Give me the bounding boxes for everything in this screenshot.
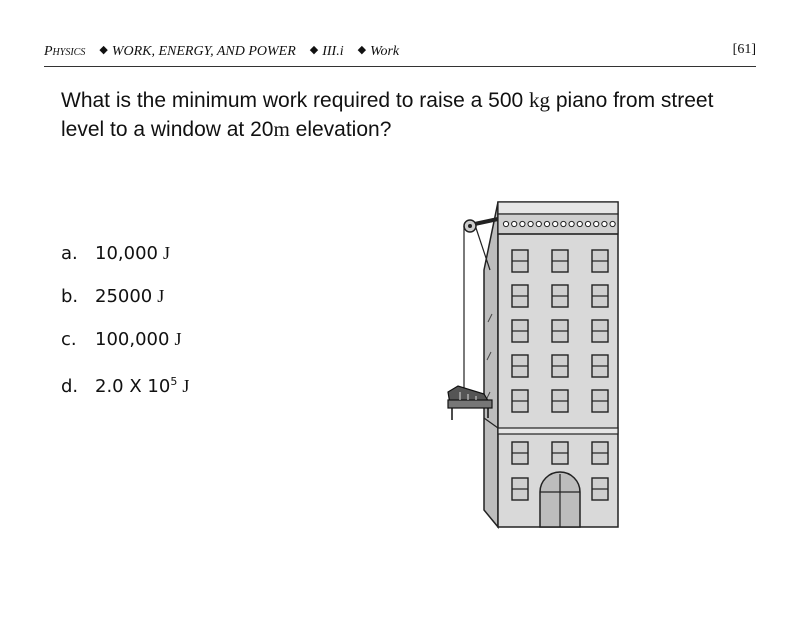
frieze-dot bbox=[610, 221, 615, 226]
frieze-dot bbox=[503, 221, 508, 226]
frieze-dot bbox=[512, 221, 517, 226]
choice-value: 10,000 bbox=[95, 243, 158, 264]
breadcrumb bbox=[44, 44, 403, 60]
page-number: [61] bbox=[732, 42, 756, 57]
choice-unit: J bbox=[182, 376, 190, 396]
question-part: elevation? bbox=[289, 118, 392, 141]
choice-letter: d. bbox=[61, 376, 79, 397]
choice-unit: J bbox=[162, 243, 170, 263]
frieze-dot bbox=[553, 221, 558, 226]
diamond-icon: ◆ bbox=[99, 44, 108, 56]
choice-value: 2.0 X 10 bbox=[95, 376, 171, 397]
frieze-dot bbox=[602, 221, 607, 226]
subsection-label: Work bbox=[370, 44, 400, 59]
frieze-dot bbox=[577, 221, 582, 226]
frieze-dot bbox=[585, 221, 590, 226]
choice-letter: b. bbox=[61, 286, 79, 307]
floor-ledge bbox=[498, 428, 618, 434]
frieze-dot bbox=[536, 221, 541, 226]
question-part: What is the minimum work required to raise a 500 bbox=[61, 89, 530, 112]
frieze-dot bbox=[561, 221, 566, 226]
frieze-dot bbox=[544, 221, 549, 226]
frieze-dot bbox=[520, 221, 525, 226]
answer-choices bbox=[61, 238, 189, 410]
choice-letter: a. bbox=[61, 243, 78, 264]
height-unit: m bbox=[273, 117, 290, 141]
subject-label: Physics bbox=[44, 44, 86, 59]
frieze-dot bbox=[528, 221, 533, 226]
question-text bbox=[61, 86, 761, 144]
choice-letter: c. bbox=[61, 329, 77, 350]
diamond-icon: ◆ bbox=[357, 44, 367, 56]
building-with-piano-hoist-icon bbox=[440, 192, 640, 532]
question-part: piano from street level to a window at 20 bbox=[61, 89, 714, 141]
building-cornice bbox=[498, 202, 618, 214]
choice-value: 100,000 bbox=[95, 329, 170, 350]
frieze-dot bbox=[569, 221, 574, 226]
windows bbox=[512, 250, 608, 500]
building-side bbox=[484, 202, 498, 527]
choice-value: 25000 bbox=[95, 286, 153, 307]
choice-c[interactable] bbox=[61, 324, 189, 367]
choice-unit: J bbox=[174, 329, 182, 349]
choice-d[interactable] bbox=[61, 367, 189, 410]
diamond-icon: ◆ bbox=[309, 44, 319, 56]
frieze-dot bbox=[594, 221, 599, 226]
mass-unit: kg bbox=[529, 88, 551, 112]
topic-label: WORK, ENERGY, AND POWER bbox=[111, 44, 296, 59]
page-header bbox=[44, 40, 756, 67]
choice-a[interactable] bbox=[61, 238, 189, 281]
section-label: III.i bbox=[322, 44, 344, 59]
choice-b[interactable] bbox=[61, 281, 189, 324]
choice-exponent: 5 bbox=[170, 375, 178, 388]
choice-unit: J bbox=[157, 286, 165, 306]
